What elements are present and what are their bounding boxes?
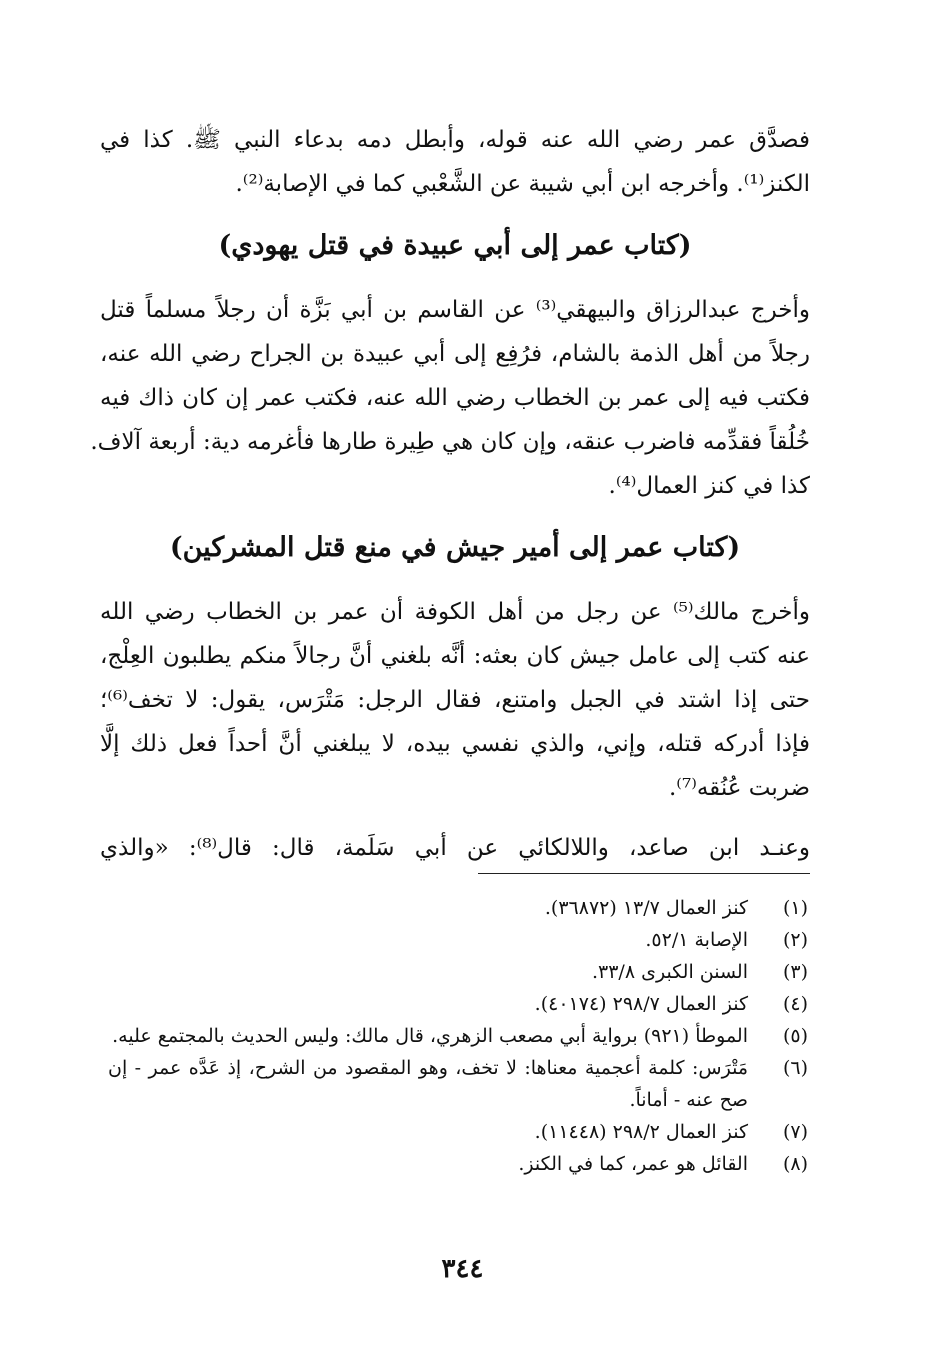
footnote-text: السنن الكبرى ٣٣/٨.: [591, 961, 748, 983]
footnote-number: (٢): [782, 929, 808, 951]
text-line: وأخرج مالك⁽⁵⁾ عن رجل من أهل الكوفة أن عمر بن الخطاب رضي الله: [100, 599, 810, 625]
paragraph-4: [100, 826, 810, 870]
text-line: فكتب فيه إلى عمر بن الخطاب رضي الله عنه، فكتب عمر إن كان ذاك فيه: [100, 385, 810, 411]
footnote-separator: [478, 873, 810, 874]
footnote-number: (٧): [782, 1121, 808, 1143]
footnote-text: القائل هو عمر، كما في الكنز.: [518, 1153, 748, 1175]
text-line: ضربت عُنُقه⁽⁷⁾.: [669, 775, 810, 801]
text-line: فصدَّق عمر رضي الله عنه قوله، وأبطل دمه بدعاء النبي ﷺ. كذا في: [100, 127, 810, 153]
text-line: رجلاً من أهل الذمة بالشام، فرُفِع إلى أبي عبيدة بن الجراح رضي الله عنه،: [100, 341, 810, 367]
section-heading-2: (كتاب عمر إلى أمير جيش في منع قتل المشركين): [169, 532, 741, 563]
text-line: الكنز⁽¹⁾. وأخرجه ابن أبي شيبة عن الشَّعْبي كما في الإصابة⁽²⁾.: [235, 171, 810, 197]
footnote-text: كنز العمال ٢٩٨/٢ (١١٤٤٨).: [534, 1121, 748, 1143]
footnote: [108, 924, 808, 956]
paragraph-1: [100, 118, 810, 206]
text-line: كذا في كنز العمال⁽⁴⁾.: [608, 473, 810, 499]
footnotes: [108, 892, 808, 1180]
paragraph-3: [100, 590, 810, 810]
main-text: [90, 118, 810, 870]
text-line: وأخرج عبدالرزاق والبيهقي⁽³⁾ عن القاسم بن أبي بَزَّة أن رجلاً مسلماً قتل: [100, 297, 810, 323]
footnote: [108, 892, 808, 924]
footnote-text: الإصابة ٥٢/١.: [645, 929, 748, 951]
footnote: [108, 1052, 808, 1116]
footnote: [108, 1148, 808, 1180]
paragraph-2: [90, 288, 810, 508]
footnote: [108, 988, 808, 1020]
footnote: [108, 956, 808, 988]
footnote-number: (٣): [782, 961, 808, 983]
text-line: وعنـد ابن صاعد، واللالكائي عن أبي سَلَمة، قال: قال⁽⁸⁾: «والذي: [100, 835, 810, 861]
footnote-number: (٥): [782, 1025, 808, 1047]
footnote-number: (٤): [782, 993, 808, 1015]
footnote-number: (٨): [782, 1153, 808, 1175]
footnote-text: الموطأ (٩٢١) برواية أبي مصعب الزهري، قال مالك: وليس الحديث بالمجتمع عليه.: [112, 1025, 748, 1047]
footnote-text: مَتْرَس: كلمة أعجمية معناها: لا تخف، وهو المقصود من الشرح، إذ عَدَّه عمر - إن صح عنه - أماناً.: [108, 1057, 748, 1111]
footnote-number: (١): [782, 897, 808, 919]
footnote-number: (٦): [782, 1057, 808, 1079]
text-line: فإذا أدركه قتله، وإني، والذي نفسي بيده، لا يبلغني أنَّ أحداً فعل ذلك إلَّا: [100, 731, 810, 757]
footnote: [108, 1020, 808, 1052]
text-line: حتى إذا اشتد في الجبل وامتنع، فقال الرجل: مَتْرَس، يقول: لا تخف⁽⁶⁾؛: [100, 687, 810, 713]
page-number: ٣٤٤: [441, 1254, 484, 1284]
paragraph-gap: [100, 810, 810, 826]
text-line: عنه كتب إلى عامل جيش كان بعثه: أنَّه بلغني أنَّ رجالاً منكم يطلبون العِلْج،: [100, 643, 810, 669]
footnote-text: كنز العمال ١٣/٧ (٣٦٨٧٢).: [544, 897, 748, 919]
section-heading-1: (كتاب عمر إلى أبي عبيدة في قتل يهودي): [218, 230, 692, 261]
text-line: خُلُقاً فقدِّمه فاضرب عنقه، وإن كان هي طِيرة طارها فأغرمه دية: أربعة آلاف.: [90, 429, 810, 455]
footnote: [108, 1116, 808, 1148]
footnote-text: كنز العمال ٢٩٨/٧ (٤٠١٧٤).: [534, 993, 748, 1015]
